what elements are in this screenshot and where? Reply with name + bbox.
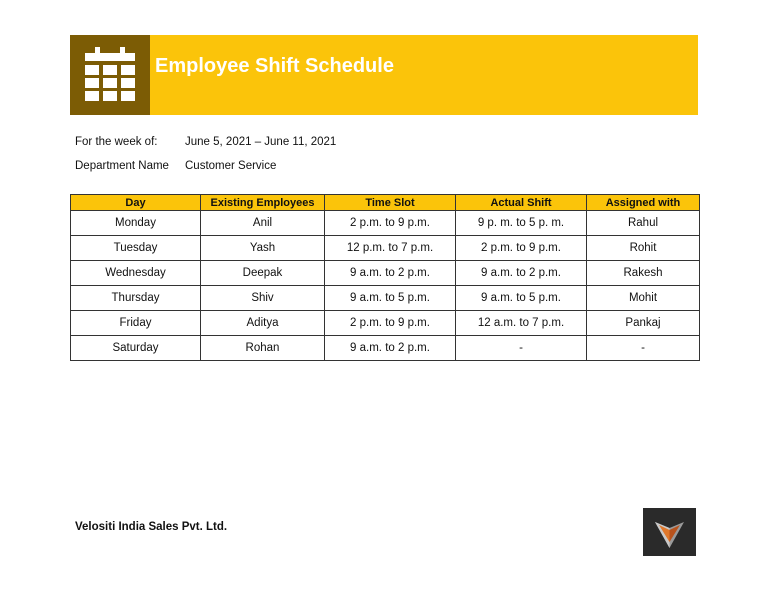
column-header-actual-shift: Actual Shift	[456, 195, 587, 211]
cell-actual-shift: 9 p. m. to 5 p. m.	[456, 211, 587, 236]
table-row	[71, 261, 700, 286]
cell-employee: Rohan	[201, 336, 325, 361]
cell-employee: Aditya	[201, 311, 325, 336]
column-header-existing-employees: Existing Employees	[201, 195, 325, 211]
cell-employee: Deepak	[201, 261, 325, 286]
header-icon-box	[70, 35, 150, 115]
cell-actual-shift: -	[456, 336, 587, 361]
table-header-row	[71, 195, 700, 211]
calendar-icon	[83, 45, 137, 103]
cell-actual-shift: 9 a.m. to 5 p.m.	[456, 286, 587, 311]
shift-schedule-table	[70, 194, 700, 361]
company-logo-mark	[643, 508, 696, 556]
department-label: Department Name	[75, 160, 169, 172]
cell-assigned-with: Rakesh	[587, 261, 700, 286]
week-label: For the week of:	[75, 136, 158, 148]
cell-day: Wednesday	[71, 261, 201, 286]
cell-employee: Yash	[201, 236, 325, 261]
table-row	[71, 336, 700, 361]
cell-day: Monday	[71, 211, 201, 236]
cell-day: Friday	[71, 311, 201, 336]
cell-actual-shift: 2 p.m. to 9 p.m.	[456, 236, 587, 261]
page-title: Employee Shift Schedule	[155, 55, 394, 77]
company-name: Velositi India Sales Pvt. Ltd.	[75, 521, 228, 533]
cell-time-slot: 9 a.m. to 5 p.m.	[325, 286, 456, 311]
week-value: June 5, 2021 – June 11, 2021	[185, 136, 337, 148]
cell-employee: Shiv	[201, 286, 325, 311]
cell-assigned-with: Pankaj	[587, 311, 700, 336]
cell-day: Thursday	[71, 286, 201, 311]
week-row	[75, 136, 336, 148]
cell-time-slot: 9 a.m. to 2 p.m.	[325, 336, 456, 361]
cell-day: Saturday	[71, 336, 201, 361]
cell-time-slot: 12 p.m. to 7 p.m.	[325, 236, 456, 261]
company-logo	[643, 508, 696, 556]
column-header-assigned-with: Assigned with	[587, 195, 700, 211]
cell-assigned-with: Rahul	[587, 211, 700, 236]
cell-time-slot: 9 a.m. to 2 p.m.	[325, 261, 456, 286]
table-row	[71, 236, 700, 261]
cell-assigned-with: -	[587, 336, 700, 361]
cell-day: Tuesday	[71, 236, 201, 261]
cell-assigned-with: Rohit	[587, 236, 700, 261]
department-value: Customer Service	[185, 160, 277, 172]
cell-actual-shift: 9 a.m. to 2 p.m.	[456, 261, 587, 286]
cell-employee: Anil	[201, 211, 325, 236]
department-row	[75, 160, 276, 172]
column-header-day: Day	[71, 195, 201, 211]
table-row	[71, 211, 700, 236]
cell-assigned-with: Mohit	[587, 286, 700, 311]
header-band	[70, 35, 698, 115]
cell-time-slot: 2 p.m. to 9 p.m.	[325, 211, 456, 236]
table-row	[71, 311, 700, 336]
cell-time-slot: 2 p.m. to 9 p.m.	[325, 311, 456, 336]
column-header-time-slot: Time Slot	[325, 195, 456, 211]
table-row	[71, 286, 700, 311]
cell-actual-shift: 12 a.m. to 7 p.m.	[456, 311, 587, 336]
